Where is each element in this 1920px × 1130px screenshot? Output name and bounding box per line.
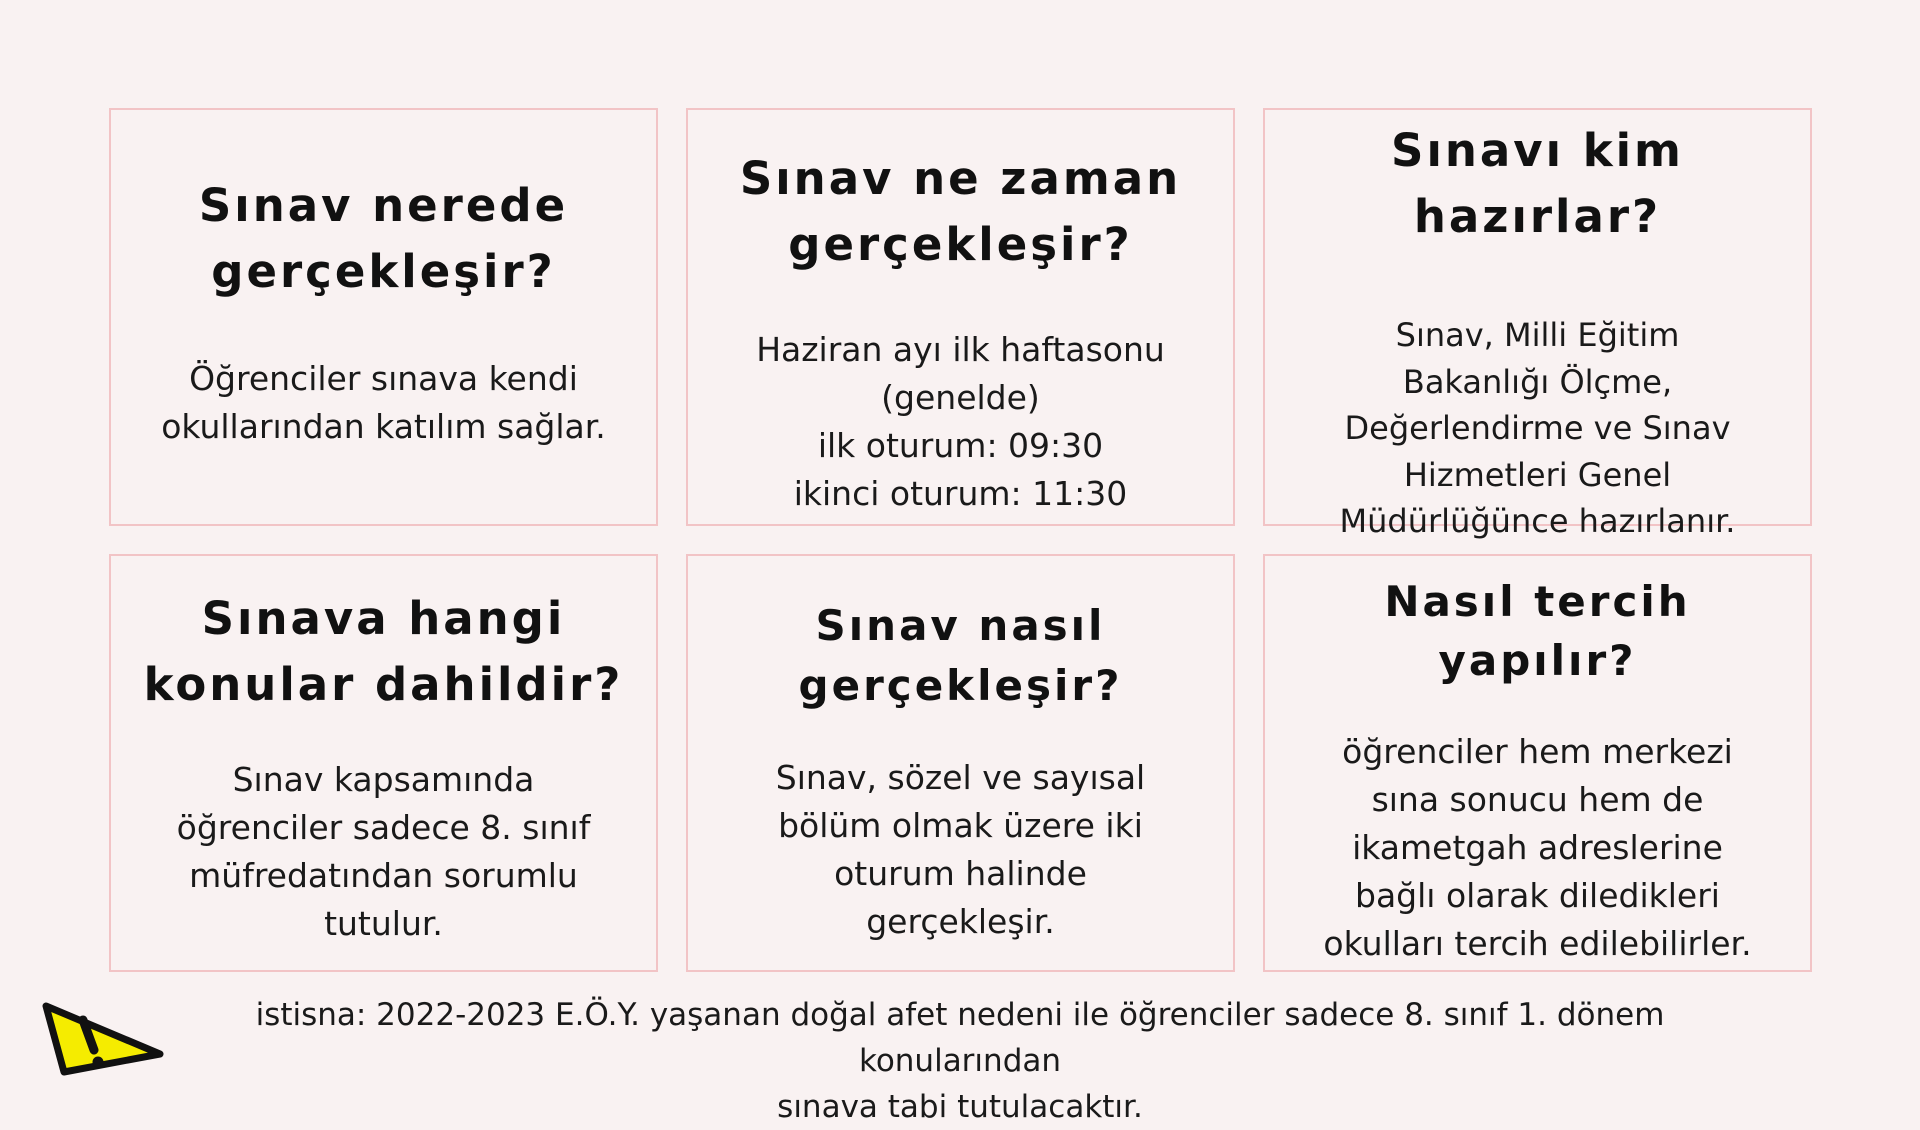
card-title: Sınavı kim hazırlar? (1391, 124, 1684, 243)
card-title: Nasıl tercih yapılır? (1384, 577, 1691, 685)
card-body: Sınav kapsamında öğrenciler sadece 8. sınıf müfredatından sorumlu tutulur. (176, 760, 591, 943)
card-body: Öğrenciler sınava kendi okullarından katılım sağlar. (161, 359, 606, 446)
info-card-preference (1263, 554, 1812, 972)
card-title: Sınava hangi konular dahildir? (143, 592, 624, 711)
info-card-how (686, 554, 1235, 972)
info-card-topics (109, 554, 658, 972)
card-body: Sınav, Milli Eğitim Bakanlığı Ölçme, Değerlendirme ve Sınav Hizmetleri Genel Müdürlüğünce hazırlanır. (1339, 316, 1736, 540)
card-body: Sınav, sözel ve sayısal bölüm olmak üzere iki oturum halinde gerçekleşir. (775, 758, 1146, 941)
card-body: Haziran ayı ilk haftasonu (genelde) ilk oturum: 09:30 ikinci oturum: 11:30 (756, 330, 1165, 513)
card-body: öğrenciler hem merkezi sına sonucu hem de ikametgah adreslerine bağlı olarak diledikleri okulları tercih edilebilirler. (1323, 732, 1752, 963)
info-card-who (1263, 108, 1812, 540)
exception-note: istisna: 2022-2023 E.Ö.Y. yaşanan doğal afet nedeni ile öğrenciler sadece 8. sınıf 1. dönem konularından sınava tabi tutulacaktır. (255, 997, 1665, 1125)
card-title: Sınav ne zaman gerçekleşir? (739, 152, 1182, 271)
info-card-when (686, 108, 1235, 526)
info-card-where (109, 108, 658, 526)
card-title: Sınav nerede gerçekleşir? (198, 179, 569, 298)
card-title: Sınav nasıl gerçekleşir? (798, 601, 1123, 710)
warning-icon (36, 954, 166, 1080)
